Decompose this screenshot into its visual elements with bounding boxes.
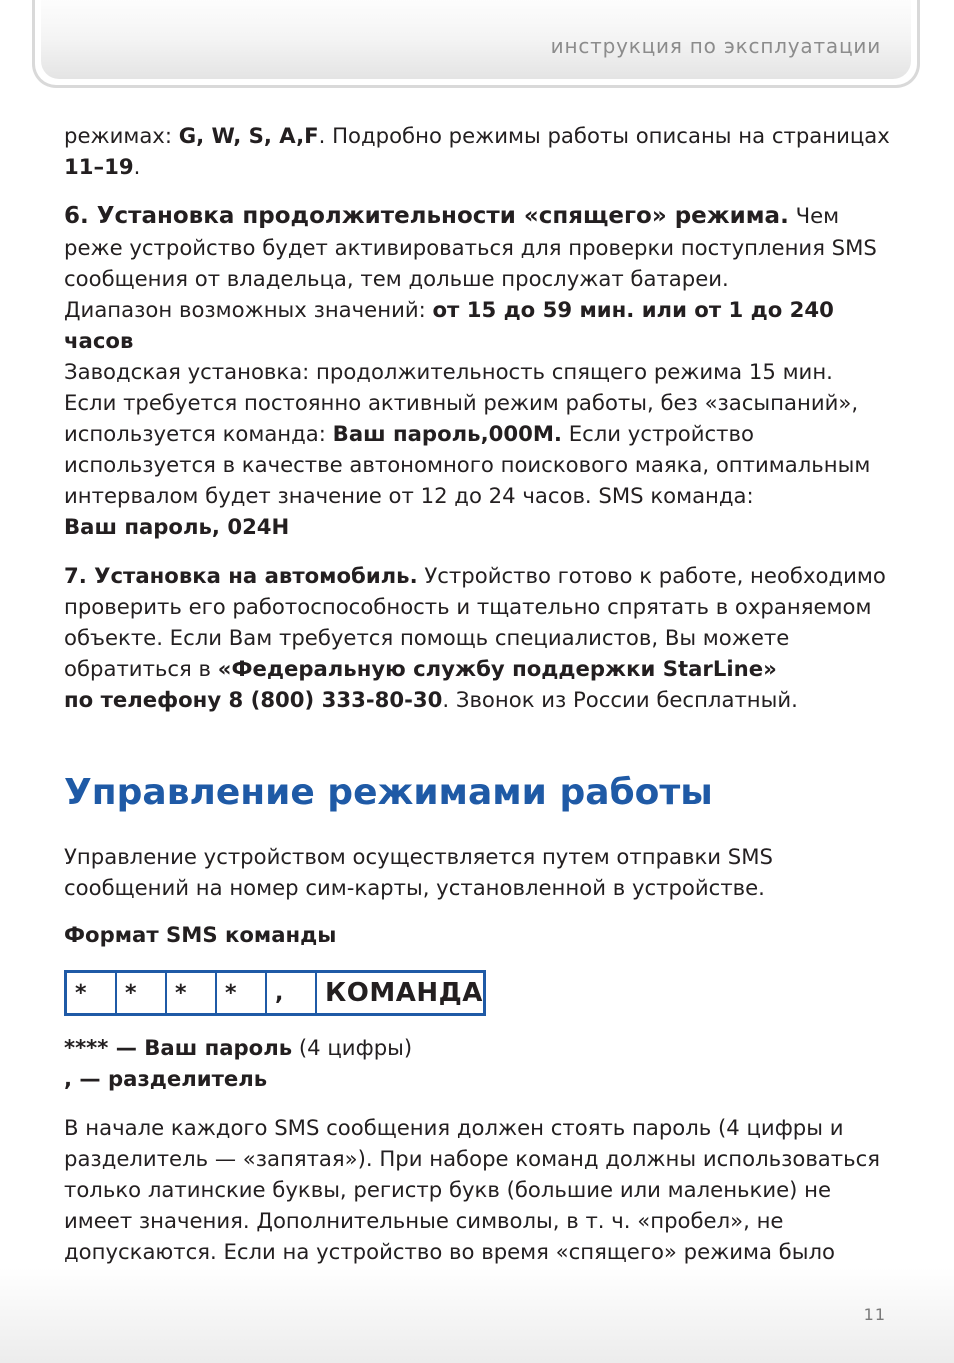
support-phone: по телефону 8 (800) 333-80-30 bbox=[64, 687, 443, 712]
section6-command-text: Если требуется постоянно активный режим работы, без «засыпаний», используется команда: Ваш пароль,000M. Если устройство используется в качестве автономного поискового маяка, оптимальным интервалом будет значение от 12 до 24 часов. SMS команда: bbox=[64, 390, 871, 508]
section7-paragraph: 7. Установка на автомобиль. Устройство готово к работе, необходимо проверить его работоспособность и тщательно спрятать в охраняемом объекте. Если Вам требуется помощь специалистов, Вы можете обратиться в «Федеральную службу поддержки StarLine» по телефону 8 (800) 333-80-30. Звонок из России бесплатный. bbox=[64, 563, 886, 712]
section6-paragraph: 6. Установка продолжительности «спящего» режима. Чем реже устройство будет активироваться для проверки поступления SMS сообщения от владельца, тем дольше прослужат батареи. bbox=[64, 203, 877, 291]
header-title: инструкция по эксплуатации bbox=[550, 34, 881, 58]
separator-cell: , bbox=[266, 972, 316, 1015]
password-digit-cell: * bbox=[166, 972, 216, 1015]
page-footer bbox=[0, 1268, 954, 1363]
password-digit-cell: * bbox=[116, 972, 166, 1015]
pages-ref: 11–19 bbox=[64, 154, 134, 179]
password-digit-cell: * bbox=[216, 972, 266, 1015]
sms-format-table bbox=[64, 970, 486, 1016]
section6-range: Диапазон возможных значений: от 15 до 59 мин. или от 1 до 240 часов bbox=[64, 297, 834, 353]
page-header bbox=[32, 0, 920, 88]
support-service: «Федеральную службу поддержки StarLine» bbox=[217, 656, 777, 681]
page-number: 11 bbox=[863, 1305, 886, 1324]
page-content bbox=[64, 120, 894, 1267]
section6-factory: Заводская установка: продолжительность спящего режима 15 мин. bbox=[64, 359, 833, 384]
modes-list: G, W, S, A,F bbox=[178, 123, 319, 148]
command-cell: КОМАНДА bbox=[316, 972, 484, 1015]
modes-intro: Управление устройством осуществляется путем отправки SMS сообщений на номер сим-карты, установленной в устройстве. bbox=[64, 844, 773, 900]
section6-command-beacon: Ваш пароль, 024H bbox=[64, 514, 290, 539]
modes-section-title: Управление режимами работы bbox=[64, 772, 713, 813]
password-digit-cell: * bbox=[66, 972, 117, 1015]
legend-separator: , — разделитель bbox=[64, 1066, 268, 1091]
legend-password: **** — Ваш пароль (4 цифры) bbox=[64, 1035, 413, 1060]
range-value: от 15 до 59 мин. или от 1 до 240 часов bbox=[64, 297, 834, 353]
format-label: Формат SMS команды bbox=[64, 922, 337, 947]
section6-heading: 6. Установка продолжительности «спящего» режима. bbox=[64, 203, 789, 229]
modes-body: В начале каждого SMS сообщения должен стоять пароль (4 цифры и разделитель — «запятая»). При наборе команд должны использоваться только латинские буквы, регистр букв (большие или маленькие) не имеет значения. Дополнительные символы, в т. ч. «пробел», не допускаются. Если на устройство во время «спящего» режима было bbox=[64, 1115, 881, 1264]
section7-heading: 7. Установка на автомобиль. bbox=[64, 563, 418, 588]
command-always-on: Ваш пароль,000M. bbox=[332, 421, 562, 446]
header-panel bbox=[41, 0, 911, 79]
intro-paragraph: режимах: G, W, S, A,F. Подробно режимы работы описаны на страницах 11–19. bbox=[64, 123, 890, 179]
